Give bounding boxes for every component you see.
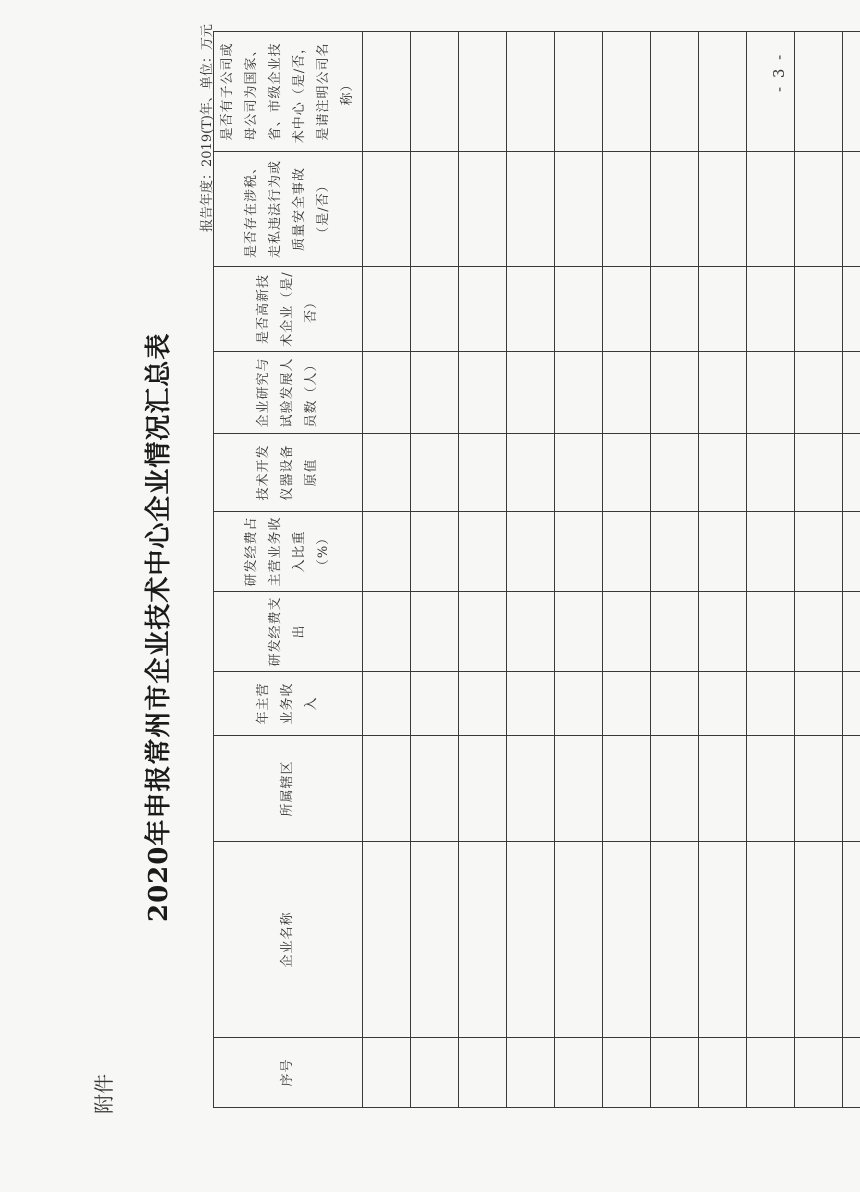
table-cell[interactable]: [507, 512, 555, 592]
table-cell[interactable]: [555, 434, 603, 512]
attachment-label: 附件: [92, 1074, 116, 1114]
table-row: [603, 32, 651, 1108]
table-cell[interactable]: [603, 152, 651, 267]
table-cell[interactable]: [603, 434, 651, 512]
table-cell[interactable]: [555, 1038, 603, 1108]
table-cell[interactable]: [699, 32, 747, 152]
table-cell[interactable]: [603, 672, 651, 736]
table-cell[interactable]: [363, 32, 411, 152]
table-cell[interactable]: [651, 152, 699, 267]
table-cell[interactable]: [555, 842, 603, 1038]
table-cell[interactable]: [699, 512, 747, 592]
table-cell[interactable]: [363, 592, 411, 672]
table-cell[interactable]: [411, 152, 459, 267]
header-row: [214, 32, 363, 1108]
table-cell[interactable]: [555, 152, 603, 267]
table-cell[interactable]: [459, 352, 507, 434]
table-cell[interactable]: [459, 736, 507, 842]
table-cell[interactable]: [795, 592, 843, 672]
table-cell[interactable]: [507, 434, 555, 512]
table-cell[interactable]: [459, 672, 507, 736]
table-cell[interactable]: [747, 267, 795, 352]
table-cell[interactable]: [459, 842, 507, 1038]
table-cell[interactable]: [603, 352, 651, 434]
table-cell[interactable]: [699, 434, 747, 512]
table-cell[interactable]: [555, 592, 603, 672]
table-cell[interactable]: [843, 32, 860, 152]
table-cell[interactable]: [747, 672, 795, 736]
table-cell[interactable]: [363, 152, 411, 267]
table-cell[interactable]: [843, 1038, 860, 1108]
header-annual-revenue: 年主营业务收入: [214, 672, 363, 736]
table-cell[interactable]: [651, 672, 699, 736]
table-cell[interactable]: [459, 512, 507, 592]
table-cell[interactable]: [603, 32, 651, 152]
table-cell[interactable]: [747, 352, 795, 434]
table-row: [555, 32, 603, 1108]
table-cell[interactable]: [795, 434, 843, 512]
table-cell[interactable]: [411, 672, 459, 736]
table-cell[interactable]: [699, 842, 747, 1038]
table-cell[interactable]: [411, 1038, 459, 1108]
table-cell[interactable]: [795, 152, 843, 267]
table-cell[interactable]: [363, 736, 411, 842]
table-cell[interactable]: [651, 32, 699, 152]
header-high-tech: 是否高新技术企业（是/否）: [214, 267, 363, 352]
table-row: [651, 32, 699, 1108]
table-cell[interactable]: [603, 736, 651, 842]
table-cell[interactable]: [459, 434, 507, 512]
table-cell[interactable]: [507, 1038, 555, 1108]
table-cell[interactable]: [651, 434, 699, 512]
table-cell[interactable]: [459, 592, 507, 672]
table-cell[interactable]: [795, 672, 843, 736]
table-cell[interactable]: [555, 512, 603, 592]
table-row: [459, 32, 507, 1108]
table-cell[interactable]: [555, 32, 603, 152]
table-cell[interactable]: [843, 672, 860, 736]
table-cell[interactable]: [459, 152, 507, 267]
header-rd-personnel: 企业研究与试验发展人员数（人）: [214, 352, 363, 434]
table-cell[interactable]: [459, 32, 507, 152]
table-cell[interactable]: [747, 434, 795, 512]
table-cell[interactable]: [411, 512, 459, 592]
table-cell[interactable]: [363, 267, 411, 352]
table-cell[interactable]: [747, 152, 795, 267]
table-cell[interactable]: [411, 32, 459, 152]
table-cell[interactable]: [651, 736, 699, 842]
table-cell[interactable]: [603, 842, 651, 1038]
table-cell[interactable]: [555, 672, 603, 736]
table-cell[interactable]: [843, 267, 860, 352]
table-cell[interactable]: [507, 32, 555, 152]
table-cell[interactable]: [603, 592, 651, 672]
table-cell[interactable]: [555, 267, 603, 352]
table-cell[interactable]: [411, 842, 459, 1038]
table-row: [747, 32, 795, 1108]
table-cell[interactable]: [747, 592, 795, 672]
header-serial: 序号: [214, 1038, 363, 1108]
table-cell[interactable]: [699, 267, 747, 352]
table-cell[interactable]: [411, 434, 459, 512]
table-body: [363, 32, 860, 1108]
table-cell[interactable]: [795, 842, 843, 1038]
table-cell[interactable]: [507, 672, 555, 736]
table-cell[interactable]: [555, 352, 603, 434]
header-company-name: 企业名称: [214, 842, 363, 1038]
table-cell[interactable]: [699, 152, 747, 267]
table-cell[interactable]: [843, 842, 860, 1038]
table-cell[interactable]: [747, 842, 795, 1038]
table-row: [411, 32, 459, 1108]
table-cell[interactable]: [651, 352, 699, 434]
report-info: 报告年度：2019(T)年、单位：万元: [200, 24, 215, 232]
table-cell[interactable]: [843, 152, 860, 267]
table-cell[interactable]: [651, 1038, 699, 1108]
table-row: [363, 32, 411, 1108]
table-cell[interactable]: [603, 267, 651, 352]
header-district: 所属辖区: [214, 736, 363, 842]
table-cell[interactable]: [363, 1038, 411, 1108]
table-cell[interactable]: [411, 352, 459, 434]
table-cell[interactable]: [459, 267, 507, 352]
header-subsidiary-center: 是否有子公司或母公司为国家、省、市级企业技术中心（是/否，是请注明公司名称）: [214, 32, 363, 152]
table-cell[interactable]: [363, 434, 411, 512]
table-cell[interactable]: [747, 1038, 795, 1108]
table-cell[interactable]: [651, 842, 699, 1038]
table-cell[interactable]: [411, 736, 459, 842]
header-rd-ratio: 研发经费占主营业务收入比重（%）: [214, 512, 363, 592]
table-cell[interactable]: [651, 592, 699, 672]
table-cell[interactable]: [795, 512, 843, 592]
table-cell[interactable]: [507, 152, 555, 267]
table-cell[interactable]: [699, 736, 747, 842]
table-cell[interactable]: [795, 267, 843, 352]
table-cell[interactable]: [411, 592, 459, 672]
table-cell[interactable]: [603, 512, 651, 592]
table-cell[interactable]: [507, 842, 555, 1038]
table-cell[interactable]: [699, 1038, 747, 1108]
table-cell[interactable]: [507, 736, 555, 842]
table-cell[interactable]: [747, 512, 795, 592]
table-cell[interactable]: [795, 736, 843, 842]
table-cell[interactable]: [651, 267, 699, 352]
table-cell[interactable]: [795, 352, 843, 434]
table-cell[interactable]: [507, 592, 555, 672]
document-title: 2020年申报常州市企业技术中心企业情况汇总表: [144, 332, 174, 922]
table-row: [699, 32, 747, 1108]
header-rd-expenditure: 研发经费支出: [214, 592, 363, 672]
table-cell[interactable]: [411, 267, 459, 352]
table-cell[interactable]: [843, 352, 860, 434]
table-cell[interactable]: [363, 352, 411, 434]
table-cell[interactable]: [507, 352, 555, 434]
table-cell[interactable]: [747, 736, 795, 842]
table-row: [507, 32, 555, 1108]
table-cell[interactable]: [795, 32, 843, 152]
table-cell[interactable]: [651, 512, 699, 592]
table-cell[interactable]: [363, 512, 411, 592]
table-cell[interactable]: [795, 1038, 843, 1108]
table-cell[interactable]: [363, 842, 411, 1038]
table-cell[interactable]: [699, 352, 747, 434]
table-cell[interactable]: [459, 1038, 507, 1108]
table-cell[interactable]: [603, 1038, 651, 1108]
summary-table: [213, 31, 860, 1108]
table-cell[interactable]: [699, 672, 747, 736]
table-cell[interactable]: [843, 512, 860, 592]
page-number: - 3 -: [770, 52, 788, 92]
table-cell[interactable]: [699, 592, 747, 672]
table-row: [795, 32, 843, 1108]
table-cell[interactable]: [555, 736, 603, 842]
table-cell[interactable]: [843, 592, 860, 672]
table-cell[interactable]: [363, 672, 411, 736]
header-equipment-value: 技术开发仪器设备原值: [214, 434, 363, 512]
table-row: [843, 32, 860, 1108]
table-cell[interactable]: [507, 267, 555, 352]
header-violations: 是否存在涉税、走私违法行为或质量安全事故（是/否）: [214, 152, 363, 267]
table-cell[interactable]: [843, 434, 860, 512]
table-cell[interactable]: [843, 736, 860, 842]
